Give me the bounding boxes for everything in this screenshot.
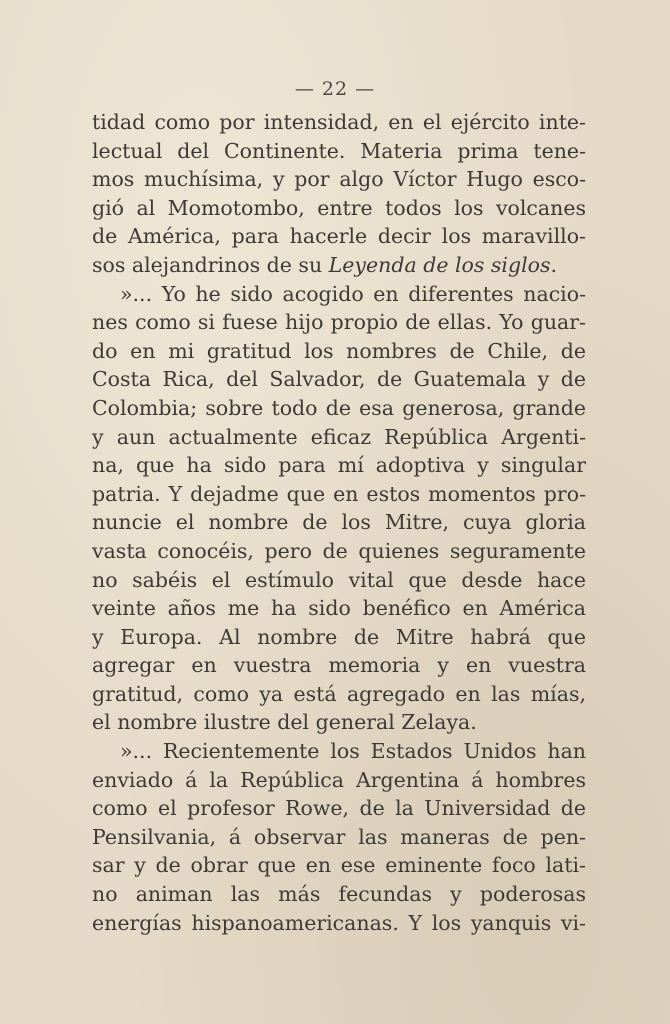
text-line: agregar en vuestra memoria y en vuestra <box>92 653 586 678</box>
text-line: do en mi gratitud los nombres de Chile, de <box>92 338 586 363</box>
text-line <box>92 251 586 280</box>
text-line: como el profesor Rowe, de la Universidad de <box>92 796 586 821</box>
text-line: de América, para hacerle decir los maravillo- <box>92 224 586 249</box>
text-segment: . <box>550 252 558 277</box>
text-line: y aun actualmente eficaz República Argenti- <box>92 424 586 449</box>
text-line: el nombre ilustre del general Zelaya. <box>92 710 477 735</box>
page-number: — 22 — <box>294 78 376 100</box>
text-line: patria. Y dejadme que en estos momentos pro- <box>92 481 586 506</box>
text-segment: sos alejandrinos de su <box>92 252 329 277</box>
body-text <box>92 108 586 937</box>
text-line: sar y de obrar que en ese eminente foco lati- <box>92 853 586 878</box>
book-title-italic: Leyenda de los siglos <box>328 252 551 277</box>
text-line: no animan las más fecundas y poderosas <box>92 882 586 907</box>
text-line: gratitud, como ya está agregado en las mías, <box>92 681 586 706</box>
text-line: enviado á la República Argentina á hombres <box>92 767 586 792</box>
text-line: »... Yo he sido acogido en diferentes nacio- <box>120 281 586 306</box>
text-line: Costa Rica, del Salvador, de Guatemala y de <box>92 367 586 392</box>
text-line: vasta conocéis, pero de quienes seguramente <box>92 538 586 563</box>
text-line: Pensilvania, á observar las maneras de pen- <box>92 824 586 849</box>
text-line: Colombia; sobre todo de esa generosa, grande <box>92 395 586 420</box>
text-line: no sabéis el estímulo vital que desde hace <box>92 567 586 592</box>
text-line: veinte años me ha sido benéfico en América <box>92 596 586 621</box>
text-line: nuncie el nombre de los Mitre, cuya gloria <box>92 510 586 535</box>
text-line: lectual del Continente. Materia prima tene- <box>92 138 586 163</box>
text-line: mos muchísima, y por algo Víctor Hugo esco- <box>92 167 586 192</box>
text-line: nes como si fuese hijo propio de ellas. Yo guar- <box>92 310 586 335</box>
text-line: gió al Momotombo, entre todos los volcanes <box>92 195 586 220</box>
text-line: energías hispanoamericanas. Y los yanquis vi- <box>92 910 586 935</box>
text-line: y Europa. Al nombre de Mitre habrá que <box>92 624 586 649</box>
text-line: na, que ha sido para mí adoptiva y singular <box>92 453 586 478</box>
text-line: tidad como por intensidad, en el ejército inte- <box>92 110 586 134</box>
text-line: »... Recientemente los Estados Unidos han <box>120 739 586 764</box>
